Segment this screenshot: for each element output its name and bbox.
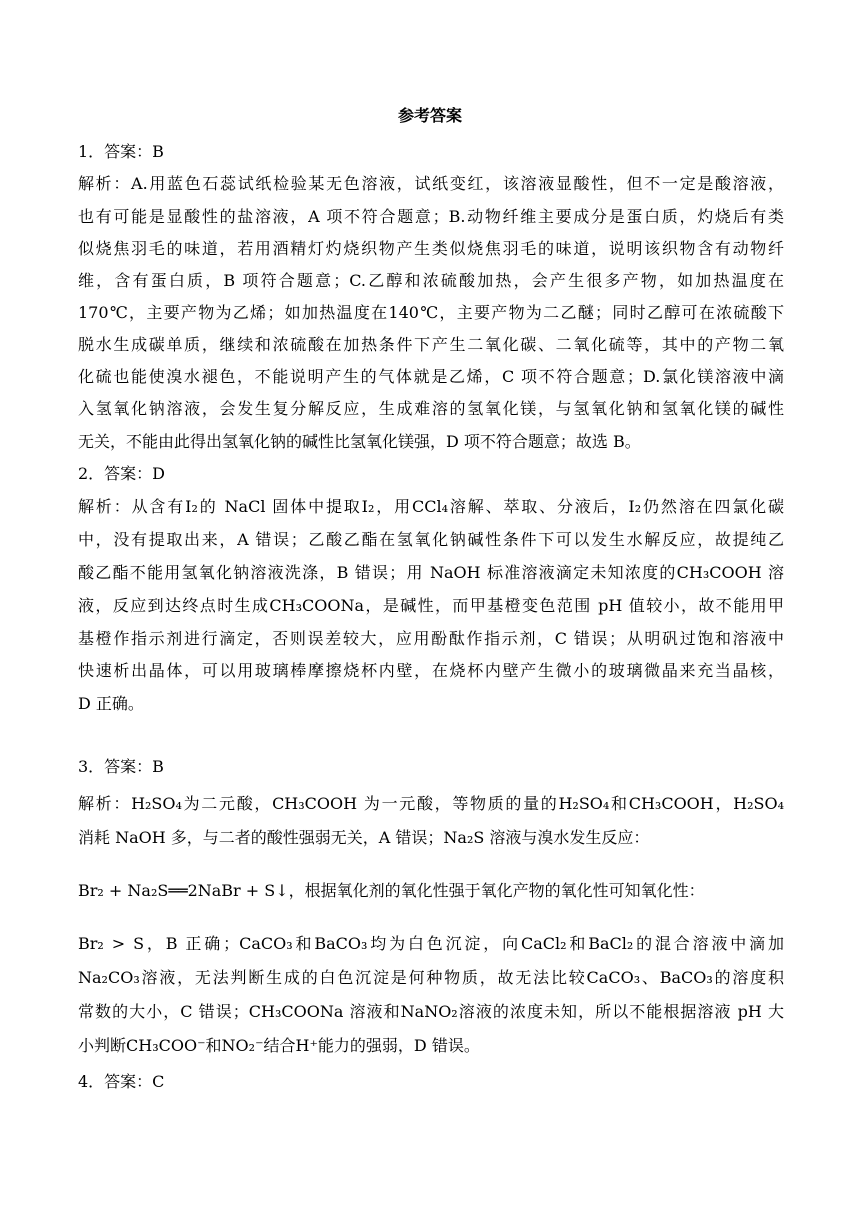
answer-3-line-4: Br₂ > S，B 正确；CaCO₃和BaCO₃均为白色沉淀，向CaCl₂和BaCl₂的混合溶液中滴加 [78, 934, 784, 953]
answer-2-line-7: D 正确。 [78, 694, 144, 713]
answer-1-line-7: 化硫也能使溴水褪色，不能说明产生的气体就是乙烯，C 项不符合题意；D.氯化镁溶液中滴 [78, 367, 784, 386]
answer-3-line-1: 解析：H₂SO₄为二元酸，CH₃COOH 为一元酸，等物质的量的H₂SO₄和CH₃COOH，H₂SO₄ [78, 794, 784, 813]
answer-2-line-6: 快速析出晶体，可以用玻璃棒摩擦烧杯内壁，在烧杯内壁产生微小的玻璃微晶来充当晶核， [78, 661, 784, 680]
answer-2-line-2: 中，没有提取出来，A 错误；乙酸乙酯在氢氧化钠碱性条件下可以发生水解反应，故提纯乙 [78, 530, 784, 549]
answer-1-line-2: 也有可能是显酸性的盐溶液，A 项不符合题意；B.动物纤维主要成分是蛋白质，灼烧后有类 [78, 207, 784, 226]
answer-3-line-7: 小判断CH₃COO⁻和NO₂⁻结合H⁺能力的强弱，D 错误。 [78, 1036, 480, 1055]
answer-1-line-8: 入氢氧化钠溶液，会发生复分解反应，生成难溶的氢氧化镁，与氢氧化钠和氢氧化镁的碱性 [78, 399, 784, 418]
answer-1-line-6: 脱水生成碳单质，继续和浓硫酸在加热条件下产生二氧化碳、二氧化硫等，其中的产物二氧 [78, 335, 784, 354]
answer-2-label: 2．答案：D [78, 464, 166, 483]
answer-1-line-3: 似烧焦羽毛的味道，若用酒精灯灼烧织物产生类似烧焦羽毛的味道，说明该织物含有动物纤 [78, 239, 784, 258]
answer-4-label: 4．答案：C [78, 1072, 165, 1091]
answer-3-line-2: 消耗 NaOH 多，与二者的酸性强弱无关，A 错误；Na₂S 溶液与溴水发生反应： [78, 828, 650, 847]
answer-3-label: 3．答案：B [78, 757, 164, 776]
answer-1-line-1: 解析：A.用蓝色石蕊试纸检验某无色溶液，试纸变红，该溶液显酸性，但不一定是酸溶液， [78, 174, 784, 193]
answer-2-line-1: 解析：从含有I₂的 NaCl 固体中提取I₂，用CCl₄溶解、萃取、分液后，I₂仍然溶在四氯化碳 [78, 497, 784, 516]
answer-1-line-5: 170℃，主要产物为乙烯；如加热温度在140℃，主要产物为二乙醚；同时乙醇可在浓硫酸下 [78, 303, 784, 322]
answer-1-label: 1．答案：B [78, 142, 164, 161]
answer-3-line-5: Na₂CO₃溶液，无法判断生成的白色沉淀是何种物质，故无法比较CaCO₃、BaCO₃的溶度积 [78, 968, 784, 987]
answer-3-line-6: 常数的大小，C 错误；CH₃COONa 溶液和NaNO₂溶液的浓度未知，所以不能根据溶液 pH 大 [78, 1002, 784, 1021]
answer-3-line-3: Br₂ + Na₂S══2NaBr + S↓，根据氧化剂的氧化性强于氧化产物的氧化性可知氧化性： [78, 881, 705, 900]
answer-2-line-3: 酸乙酯不能用氢氧化钠溶液洗涤，B 错误；用 NaOH 标准溶液滴定未知浓度的CH₃COOH 溶 [78, 563, 784, 582]
page-title: 参考答案 [397, 106, 462, 125]
answer-2-line-4: 液，反应到达终点时生成CH₃COONa，是碱性，而甲基橙变色范围 pH 值较小，故不能用甲 [78, 596, 784, 615]
answer-1-line-9: 无关，不能由此得出氢氧化钠的碱性比氢氧化镁强，D 项不符合题意；故选 B。 [78, 432, 641, 451]
answer-1-line-4: 维，含有蛋白质，B 项符合题意；C.乙醇和浓硫酸加热，会产生很多产物，如加热温度在 [78, 271, 784, 290]
answer-2-line-5: 基橙作指示剂进行滴定，否则误差较大，应用酚酞作指示剂，C 错误；从明矾过饱和溶液中 [78, 629, 784, 648]
